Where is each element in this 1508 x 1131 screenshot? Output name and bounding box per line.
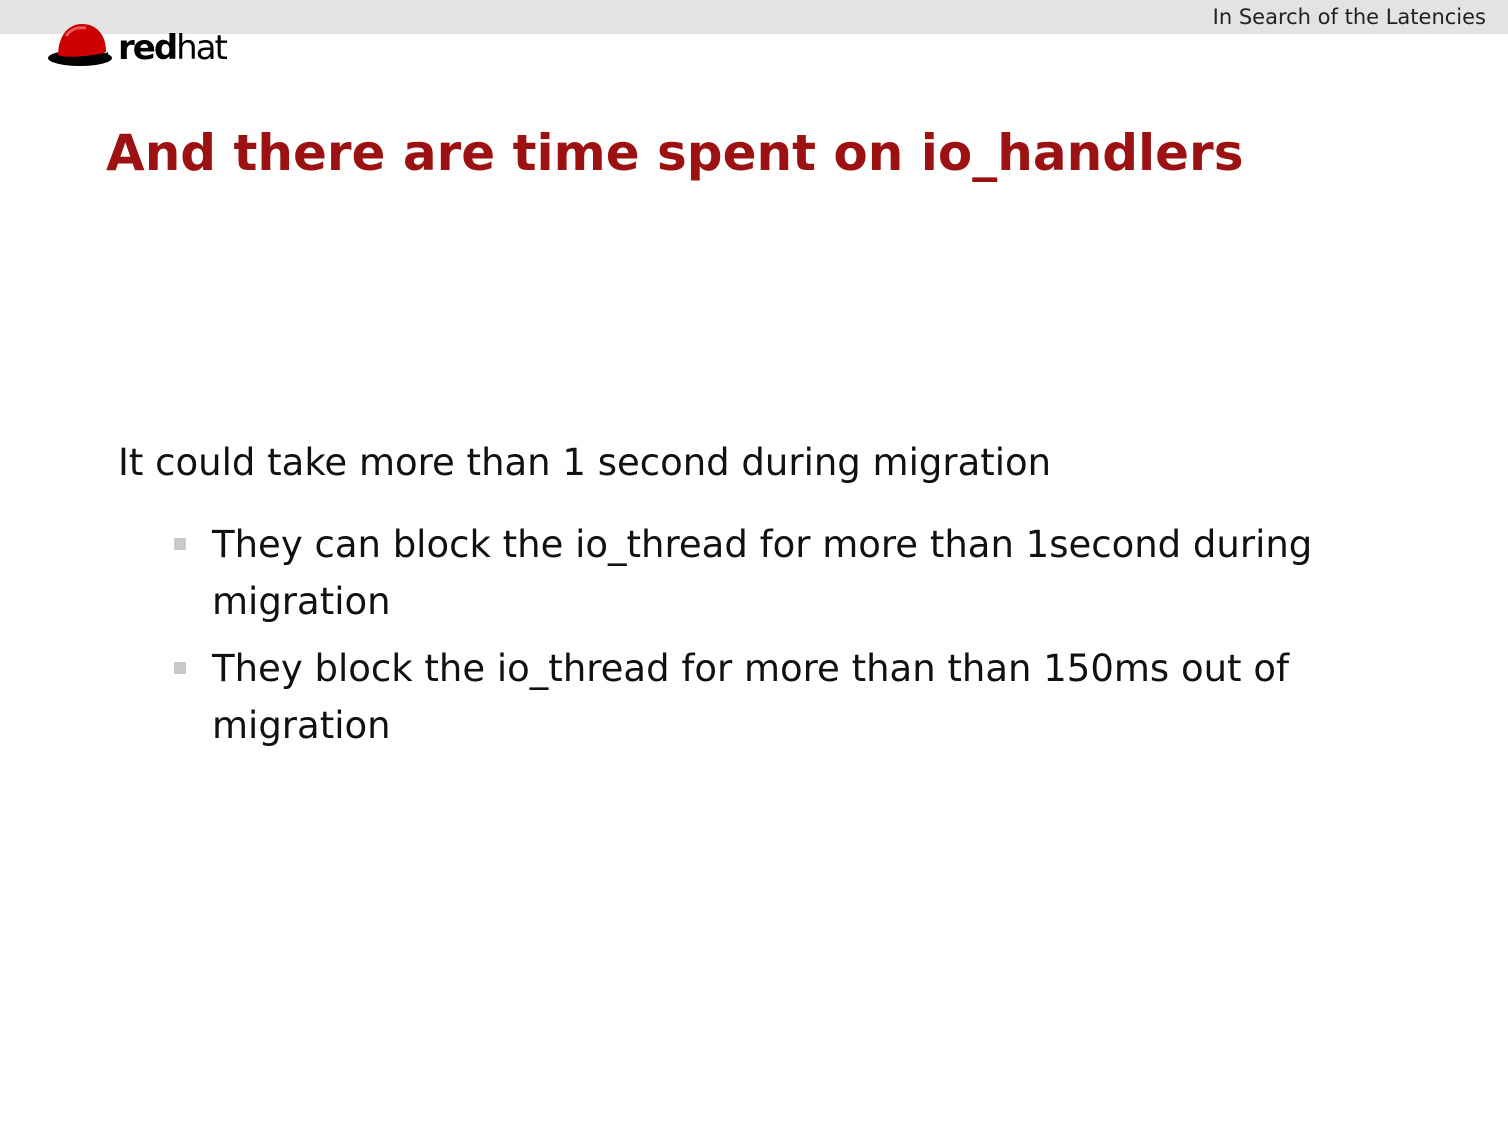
slide-content [118, 436, 1398, 764]
bullet-text: They can block the io_thread for more than 1second during migration [212, 523, 1313, 623]
redhat-hat-icon [48, 18, 114, 70]
slide-title: And there are time spent on io_handlers [106, 124, 1244, 182]
bullet-square-icon [174, 662, 186, 674]
bullet-text: They block the io_thread for more than than 150ms out of migration [212, 647, 1289, 747]
lead-text: It could take more than 1 second during migration [118, 441, 1052, 484]
redhat-wordmark [118, 28, 226, 68]
logo-text-hat: hat [176, 28, 226, 68]
presentation-title: In Search of the Latencies [1212, 5, 1486, 29]
redhat-logo [48, 18, 238, 70]
bullet-list [118, 516, 1398, 754]
logo-text-red: red [118, 28, 177, 68]
bullet-item [118, 640, 1332, 754]
bullet-item [118, 516, 1332, 630]
bullet-square-icon [174, 538, 186, 550]
